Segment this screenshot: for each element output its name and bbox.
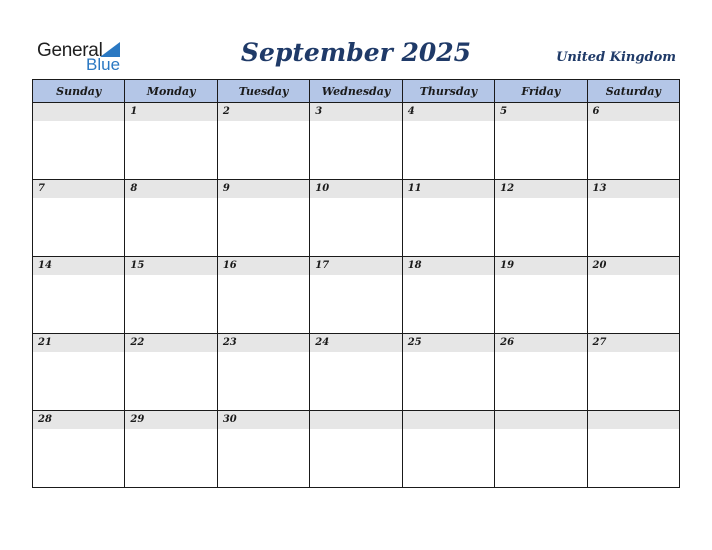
- week-row: [33, 257, 680, 334]
- week-row: [33, 411, 680, 488]
- day-number: 12: [495, 180, 586, 198]
- day-number: 9: [218, 180, 309, 198]
- day-cell: [587, 103, 679, 180]
- day-number: 23: [218, 334, 309, 352]
- day-number: [588, 411, 679, 429]
- logo-word-general: General: [37, 40, 103, 61]
- weekday-sunday: Sunday: [33, 80, 125, 103]
- week-row: [33, 180, 680, 257]
- day-number: 21: [33, 334, 124, 352]
- day-cell: [33, 411, 125, 488]
- day-cell: [33, 334, 125, 411]
- day-cell: [495, 180, 587, 257]
- day-number: 4: [403, 103, 494, 121]
- day-number: [403, 411, 494, 429]
- day-number: 5: [495, 103, 586, 121]
- day-number: 27: [588, 334, 679, 352]
- logo-word-blue: Blue: [86, 55, 121, 74]
- day-number: 13: [588, 180, 679, 198]
- weekday-tuesday: Tuesday: [217, 80, 309, 103]
- day-cell: [125, 180, 217, 257]
- day-number: 11: [403, 180, 494, 198]
- day-number: 20: [588, 257, 679, 275]
- day-cell: [402, 180, 494, 257]
- day-cell: [33, 257, 125, 334]
- day-number: 1: [125, 103, 216, 121]
- day-cell: [495, 103, 587, 180]
- day-number: 28: [33, 411, 124, 429]
- day-cell: [587, 411, 679, 488]
- day-cell: [310, 257, 402, 334]
- weekday-header-row: [33, 80, 680, 103]
- day-cell: [310, 411, 402, 488]
- day-number: [33, 103, 124, 121]
- day-number: 14: [33, 257, 124, 275]
- day-number: 24: [310, 334, 401, 352]
- day-cell: [402, 334, 494, 411]
- day-cell: [125, 411, 217, 488]
- day-cell: [587, 257, 679, 334]
- day-cell: [310, 334, 402, 411]
- day-cell: [495, 411, 587, 488]
- day-cell: [217, 257, 309, 334]
- day-number: 30: [218, 411, 309, 429]
- day-cell: [217, 180, 309, 257]
- day-number: 15: [125, 257, 216, 275]
- day-number: 7: [33, 180, 124, 198]
- week-row: [33, 103, 680, 180]
- page-title: September 2025: [240, 38, 472, 67]
- day-number: 2: [218, 103, 309, 121]
- calendar-grid: [32, 79, 680, 488]
- day-number: 29: [125, 411, 216, 429]
- day-number: [310, 411, 401, 429]
- day-cell: [33, 180, 125, 257]
- day-cell: [125, 103, 217, 180]
- weekday-friday: Friday: [495, 80, 587, 103]
- day-cell: [495, 334, 587, 411]
- weekday-monday: Monday: [125, 80, 217, 103]
- day-number: 19: [495, 257, 586, 275]
- generalblue-logo: [37, 40, 127, 74]
- day-cell: [587, 180, 679, 257]
- day-number: 8: [125, 180, 216, 198]
- day-cell: [402, 411, 494, 488]
- weekday-saturday: Saturday: [587, 80, 679, 103]
- week-row: [33, 334, 680, 411]
- day-cell: [217, 103, 309, 180]
- day-cell: [587, 334, 679, 411]
- day-cell: [402, 103, 494, 180]
- day-number: 26: [495, 334, 586, 352]
- day-cell: [495, 257, 587, 334]
- day-cell: [125, 257, 217, 334]
- weekday-wednesday: Wednesday: [310, 80, 402, 103]
- day-number: 25: [403, 334, 494, 352]
- day-cell: [310, 180, 402, 257]
- day-number: 17: [310, 257, 401, 275]
- day-number: [495, 411, 586, 429]
- day-number: 6: [588, 103, 679, 121]
- day-number: 3: [310, 103, 401, 121]
- day-number: 22: [125, 334, 216, 352]
- weekday-thursday: Thursday: [402, 80, 494, 103]
- day-cell: [310, 103, 402, 180]
- day-cell: [125, 334, 217, 411]
- day-cell: [217, 411, 309, 488]
- day-cell: [33, 103, 125, 180]
- day-cell: [217, 334, 309, 411]
- day-number: 10: [310, 180, 401, 198]
- day-cell: [402, 257, 494, 334]
- country-label: United Kingdom: [556, 50, 676, 65]
- day-number: 16: [218, 257, 309, 275]
- day-number: 18: [403, 257, 494, 275]
